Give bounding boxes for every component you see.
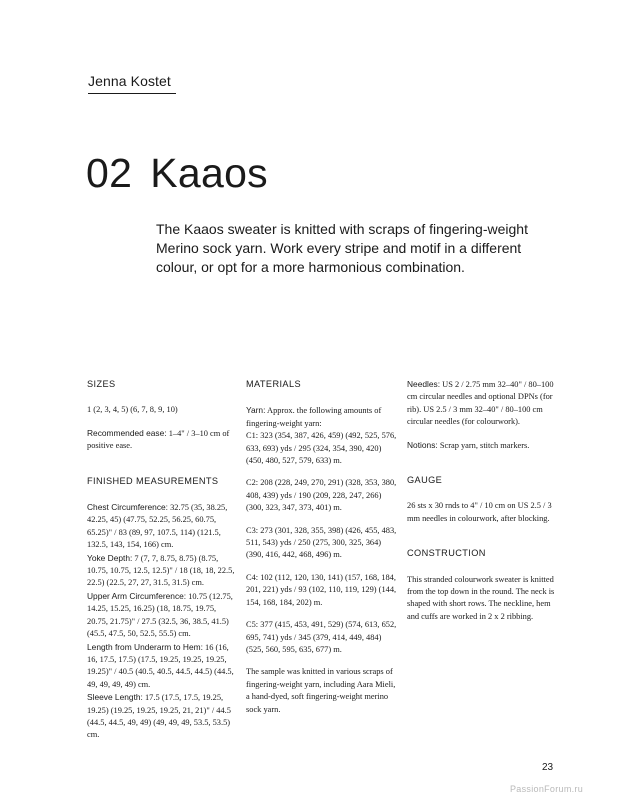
construction-text: This stranded colourwork sweater is knitted from the top down in the round. The neck is shaped with short rows. The neckline, hem and cuffs are worked in 2 x 2 ribbing. <box>407 574 555 621</box>
column-materials <box>246 378 398 726</box>
needles-paragraph: Needles: US 2 / 2.75 mm 32–40" / 80–100 cm circular needles and optional DPNs (for rib). US 2.5 / 3 mm 32–40" / 80–100 cm circular needles (for colourwork). <box>407 379 554 427</box>
yarn-color-c5: C5: 377 (415, 453, 491, 529) (574, 613, 652, 695, 741) yds / 345 (379, 414, 449, 484) (525, 560, 595, 635, 677) m. <box>246 620 397 654</box>
pattern-number: 02 <box>86 150 133 196</box>
yarn-intro: Yarn: Approx. the following amounts of fingering-weight yarn: <box>246 405 382 428</box>
ease-value: 1–4" / 3–10 cm of positive ease. <box>87 428 230 451</box>
measurement-label: Yoke Depth: <box>87 552 133 563</box>
yarn-color-c4: C4: 102 (112, 120, 130, 141) (157, 168, 184, 201, 221) yds / 93 (102, 110, 119, 129) (144, 154, 168, 184, 202) m. <box>246 572 397 607</box>
intro-paragraph: The Kaaos sweater is knitted with scraps of fingering-weight Merino sock yarn. Work every stripe and motif in a different colour, or opt for a more harmonious combination. <box>156 221 528 275</box>
measurement-value: 17.5 (17.5, 17.5, 19.25, 19.25) (19.25, 19.25, 19.25, 21, 21)" / 44.5 (44.5, 44.5, 49, 49) (49, 49, 49, 53.5, 53.5) cm. <box>87 693 231 740</box>
measurement-item <box>87 501 237 552</box>
ease-paragraph <box>87 427 237 453</box>
measurement-label: Length from Underarm to Hem: <box>87 641 203 652</box>
measurement-value: 7 (7, 7, 8.75, 8.75) (8.75, 10.75, 10.75, 12.5, 12.5)" / 18 (18, 18, 22.5, 22.5) (22.5, 27, 27, 31.5, 31.5) cm. <box>87 553 235 588</box>
author-name: Jenna Kostet <box>88 73 171 89</box>
ease-label: Recommended ease: <box>87 427 167 438</box>
materials-heading: MATERIALS <box>246 379 301 389</box>
pattern-title <box>86 150 268 197</box>
page-number: 23 <box>542 762 554 773</box>
sample-note: The sample was knitted in various scraps of fingering-weight yarn, including Aara Mieli, a hand-dyed, soft fingering-weight merino sock yarn. <box>246 667 396 714</box>
measurement-label: Upper Arm Circumference: <box>87 590 187 601</box>
measurement-value: 16 (16, 16, 17.5, 17.5) (17.5, 19.25, 19.25, 19.25, 19.25)" / 40.5 (40.5, 40.5, 44.5, 44.5) (44.5, 49, 49, 49, 49) cm. <box>87 642 234 689</box>
author-underline <box>88 93 176 94</box>
measurement-item <box>87 641 237 692</box>
column-sizes <box>87 378 237 742</box>
notions-paragraph: Notions: Scrap yarn, stitch markers. <box>407 439 530 450</box>
sizes-heading: SIZES <box>87 379 116 389</box>
yarn-color-c3: C3: 273 (301, 328, 355, 398) (426, 455, 483, 511, 543) yds / 250 (275, 300, 325, 364) (390, 416, 442, 468, 496) m. <box>246 525 397 560</box>
yarn-color-c2: C2: 208 (228, 249, 270, 291) (328, 353, 380, 408, 439) yds / 190 (209, 228, 247, 266) (300, 323, 347, 373, 401) m. <box>246 478 397 513</box>
needles-label: Needles: <box>407 379 441 389</box>
measurement-item <box>87 590 237 641</box>
column-needles <box>407 378 557 633</box>
measurement-label: Sleeve Length: <box>87 692 143 703</box>
measurement-item <box>87 552 237 590</box>
yarn-label: Yarn: <box>246 405 266 416</box>
measurement-label: Chest Circumference: <box>87 502 168 513</box>
notions-label: Notions: <box>407 439 438 450</box>
finished-list <box>87 501 237 742</box>
finished-heading: FINISHED MEASUREMENTS <box>87 475 219 486</box>
measurement-value: 10.75 (12.75, 14.25, 15.25, 16.25) (18, 18.75, 19.75, 20.75, 21.75)" / 27.5 (32.5, 36, 38.5, 41.5) (45.5, 47.5, 50, 52.5, 55.5) cm. <box>87 591 233 639</box>
pattern-name: Kaaos <box>150 150 268 196</box>
watermark: PassionForum.ru <box>510 784 584 794</box>
gauge-text: 26 sts x 30 rnds to 4" / 10 cm on US 2.5 / 3 mm needles in colourwork, after blocking. <box>407 501 552 523</box>
measurement-value: 32.75 (35, 38.25, 42.25, 45) (47.75, 52.25, 56.25, 60.75, 65.25)" / 83 (89, 97, 107.5, 114) (121.5, 132.5, 143, 154, 166) cm. <box>87 503 228 550</box>
gauge-heading: GAUGE <box>407 475 443 486</box>
sizes-list: 1 (2, 3, 4, 5) (6, 7, 8, 9, 10) <box>87 405 178 415</box>
yarn-color-c1: C1: 323 (354, 387, 426, 459) (492, 525, 576, 633, 693) yds / 295 (324, 354, 390, 420) (450, 480, 527, 579, 633) m. <box>246 431 397 466</box>
construction-heading: CONSTRUCTION <box>407 548 486 559</box>
measurement-item <box>87 691 237 742</box>
